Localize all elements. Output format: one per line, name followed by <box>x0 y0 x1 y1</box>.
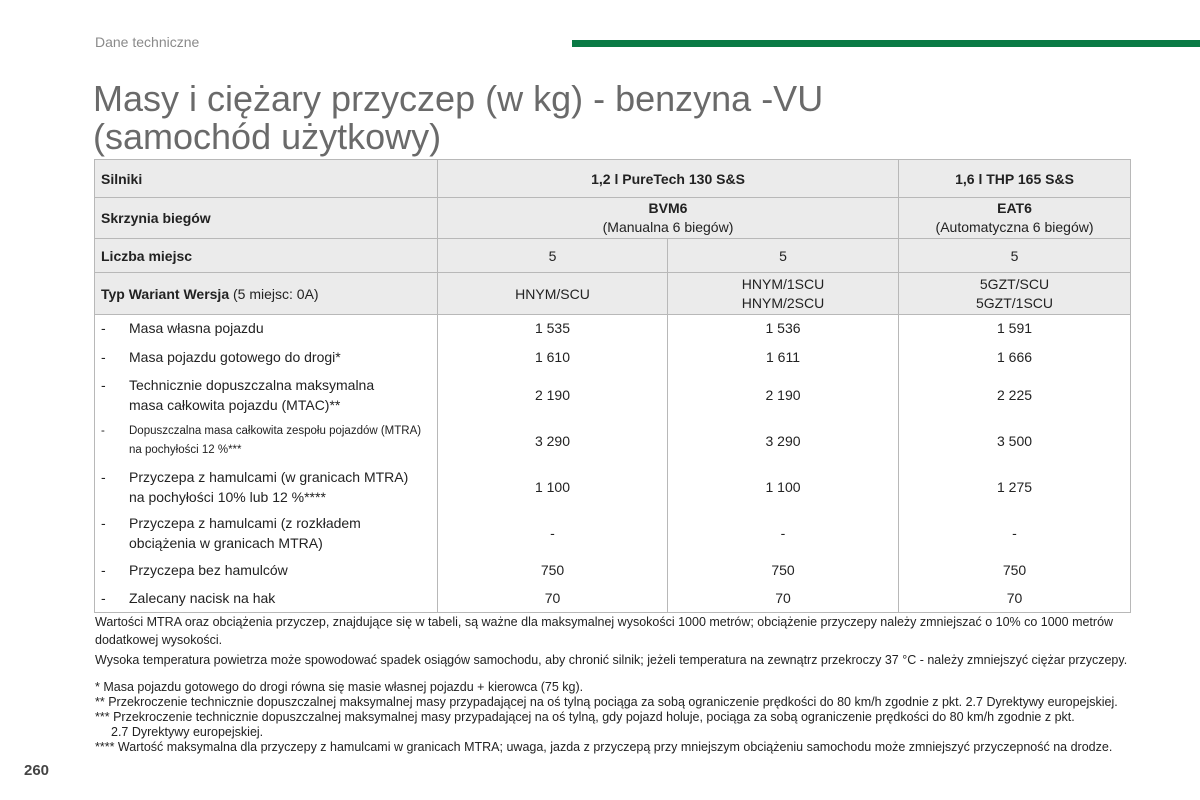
note-altitude: Wartości MTRA oraz obciążenia przyczep, znajdujące się w tabeli, są ważne dla maksymalnej wysokości 1000 metrów; obciążenie przyczepy należy zmniejszać o 10% co 1000 metrów dodatkowej wysokości. <box>95 615 1114 647</box>
table-row <box>95 584 1131 613</box>
row-engines <box>95 160 1131 198</box>
engines-label: Silniki <box>95 160 438 198</box>
row-v2: 1 536 <box>668 315 899 342</box>
type-label-bold: Typ Wariant Wersja <box>101 285 230 302</box>
header-accent-bar <box>572 40 1200 47</box>
engine-col2: 1,6 l THP 165 S&S <box>899 160 1131 198</box>
row-label-line1: Dopuszczalna masa całkowita zespołu pojazdów (MTRA) <box>129 424 422 437</box>
row-v1: - <box>438 510 668 556</box>
row-label-line2: obciążenia w granicach MTRA) <box>129 534 323 551</box>
row-v1: 1 535 <box>438 315 668 342</box>
footnote-2: ** Przekroczenie technicznie dopuszczalnej maksymalnej masy przypadającej na oś tylną pociąga za sobą ograniczenie prędkości do 80 km/h zgodnie z pkt. 2.7 Dyrektywy europejskiej. <box>95 695 1118 709</box>
engine-col1: 1,2 l PureTech 130 S&S <box>438 160 899 198</box>
row-label <box>95 584 438 613</box>
row-dash: - <box>101 320 106 337</box>
gearbox-col2 <box>899 198 1131 239</box>
row-dash: - <box>101 561 106 578</box>
type-v2 <box>668 273 899 315</box>
table-row <box>95 418 1131 464</box>
type-v1: HNYM/SCU <box>438 273 668 315</box>
seats-v1: 5 <box>438 239 668 273</box>
footnote-1: * Masa pojazdu gotowego do drogi równa się masie własnej pojazdu + kierowca (75 kg). <box>95 680 584 694</box>
table-row <box>95 464 1131 510</box>
seats-label: Liczba miejsc <box>95 239 438 273</box>
table-row <box>95 556 1131 584</box>
gearbox-col1-desc: (Manualna 6 biegów) <box>602 219 734 235</box>
row-v2: - <box>668 510 899 556</box>
row-v1: 70 <box>438 584 668 613</box>
row-v2: 70 <box>668 584 899 613</box>
type-label <box>95 273 438 315</box>
table-row <box>95 315 1131 342</box>
page-title-line2: (samochód użytkowy) <box>93 116 442 157</box>
gearbox-col2-desc: (Automatyczna 6 biegów) <box>935 219 1094 235</box>
row-label <box>95 342 438 372</box>
seats-v3: 5 <box>899 239 1131 273</box>
row-label-text: Masa własna pojazdu <box>129 320 264 337</box>
row-v3: 70 <box>899 584 1131 613</box>
row-v1: 2 190 <box>438 372 668 418</box>
row-v3: 750 <box>899 556 1131 584</box>
row-label-line2: masa całkowita pojazdu (MTAC)** <box>129 396 341 413</box>
page-title-line1: Masy i ciężary przyczep (w kg) - benzyna -VU <box>93 78 824 119</box>
type-v2-line1: HNYM/1SCU <box>741 275 825 292</box>
footnote-3-cont: 2.7 Dyrektywy europejskiej. <box>111 725 264 739</box>
row-gearbox <box>95 198 1131 239</box>
footnotes <box>95 680 1135 755</box>
row-label-line1: Technicznie dopuszczalna maksymalna <box>129 376 375 393</box>
table-row <box>95 372 1131 418</box>
row-dash: - <box>101 424 105 437</box>
footnote-4: **** Wartość maksymalna dla przyczepy z hamulcami w granicach MTRA; uwaga, jazda z przyczepą przy mniejszym obciążeniu samochodu może zmniejszyć przyczepność na drodze. <box>95 740 1113 754</box>
row-v2: 1 100 <box>668 464 899 510</box>
row-seats <box>95 239 1131 273</box>
row-v1: 1 610 <box>438 342 668 372</box>
table-notes <box>95 613 1135 671</box>
type-v3-line2: 5GZT/1SCU <box>976 294 1054 311</box>
type-label-rest: (5 miejsc: 0A) <box>229 285 319 302</box>
row-v2: 3 290 <box>668 418 899 464</box>
page-title <box>93 80 993 156</box>
row-v3: 1 666 <box>899 342 1131 372</box>
table-row <box>95 510 1131 556</box>
row-v3: - <box>899 510 1131 556</box>
footnote-3: *** Przekroczenie technicznie dopuszczalnej maksymalnej masy przypadającej na oś tylną, gdy pojazd holuje, pociąga za sobą ograniczenie prędkości do 80 km/h zgodnie z pkt. <box>95 710 1075 724</box>
row-v3: 3 500 <box>899 418 1131 464</box>
gearbox-col1 <box>438 198 899 239</box>
row-v1: 3 290 <box>438 418 668 464</box>
row-label <box>95 510 438 556</box>
gearbox-col2-name: EAT6 <box>997 200 1032 216</box>
row-label <box>95 372 438 418</box>
type-v3 <box>899 273 1131 315</box>
mass-table <box>94 159 1131 613</box>
row-v2: 2 190 <box>668 372 899 418</box>
gearbox-label: Skrzynia biegów <box>95 198 438 239</box>
row-dash: - <box>101 589 106 606</box>
row-label-line2: na pochyłości 12 %*** <box>129 443 242 456</box>
type-v3-line1: 5GZT/SCU <box>979 275 1050 292</box>
type-v2-line2: HNYM/2SCU <box>741 294 825 311</box>
row-v1: 1 100 <box>438 464 668 510</box>
page-number: 260 <box>24 762 50 779</box>
row-v1: 750 <box>438 556 668 584</box>
row-type-variant <box>95 273 1131 315</box>
row-label-line2: na pochyłości 10% lub 12 %**** <box>129 488 326 505</box>
row-v2: 1 611 <box>668 342 899 372</box>
row-label-text: Zalecany nacisk na hak <box>129 589 276 606</box>
seats-v2: 5 <box>668 239 899 273</box>
row-label <box>95 418 438 464</box>
row-label-text: Masa pojazdu gotowego do drogi* <box>129 348 341 365</box>
note-temperature: Wysoka temperatura powietrza może spowodować spadek osiągów samochodu, aby chronić silnik; jeżeli temperatura na zewnątrz przekroczy 37 °C - należy zmniejszyć ciężar przyczepy. <box>95 653 1128 667</box>
row-label-line1: Przyczepa z hamulcami (z rozkładem <box>129 514 361 531</box>
row-dash: - <box>101 468 106 485</box>
row-v2: 750 <box>668 556 899 584</box>
row-v3: 1 275 <box>899 464 1131 510</box>
row-v3: 2 225 <box>899 372 1131 418</box>
row-label-line1: Przyczepa z hamulcami (w granicach MTRA) <box>129 468 409 485</box>
gearbox-col1-name: BVM6 <box>648 200 688 216</box>
row-label <box>95 315 438 342</box>
row-label <box>95 556 438 584</box>
row-dash: - <box>101 514 106 531</box>
row-v3: 1 591 <box>899 315 1131 342</box>
row-dash: - <box>101 376 106 393</box>
row-label-text: Przyczepa bez hamulców <box>129 561 288 578</box>
section-label: Dane techniczne <box>95 34 200 50</box>
row-dash: - <box>101 348 106 365</box>
row-label <box>95 464 438 510</box>
table-row <box>95 342 1131 372</box>
